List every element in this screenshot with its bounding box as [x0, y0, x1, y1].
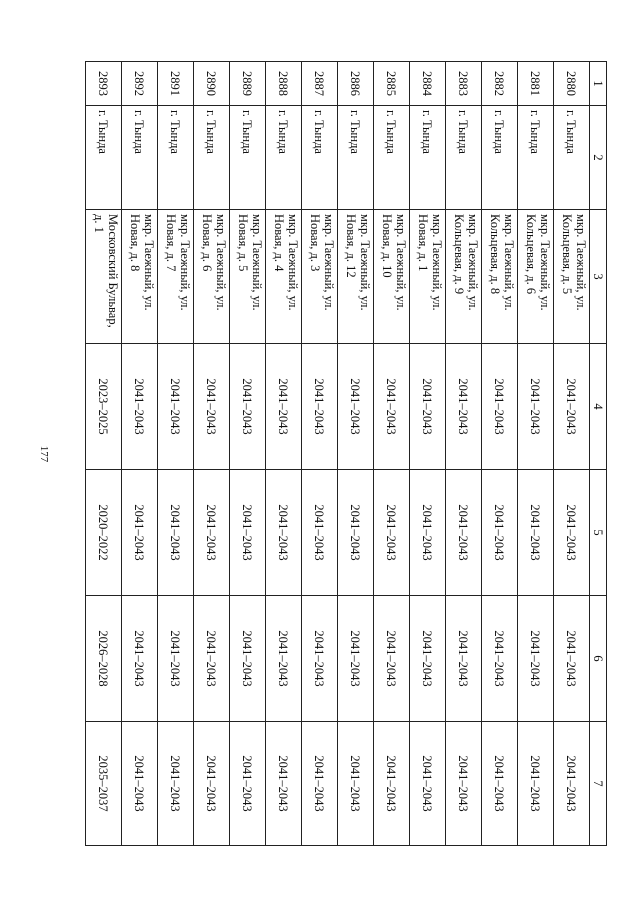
- row-col5-years: 2041–2043: [410, 470, 446, 596]
- row-col4-years: 2041–2043: [302, 344, 338, 470]
- page-number: 177: [38, 445, 50, 463]
- row-col5-years: 2041–2043: [266, 470, 302, 596]
- row-city: г. Тында: [194, 106, 230, 210]
- row-city: г. Тында: [338, 106, 374, 210]
- row-col5-years: 2041–2043: [374, 470, 410, 596]
- row-col4-years: 2041–2043: [230, 344, 266, 470]
- row-col6-years: 2041–2043: [302, 596, 338, 722]
- row-col6-years: 2041–2043: [266, 596, 302, 722]
- row-col7-years: 2041–2043: [410, 722, 446, 846]
- row-col4-years: 2023–2025: [86, 344, 122, 470]
- table-row: [230, 62, 266, 846]
- table-row: [266, 62, 302, 846]
- row-col5-years: 2020–2022: [86, 470, 122, 596]
- row-col6-years: 2041–2043: [338, 596, 374, 722]
- row-number: 2881: [518, 62, 554, 106]
- row-city: г. Тында: [374, 106, 410, 210]
- row-col4-years: 2041–2043: [266, 344, 302, 470]
- row-col4-years: 2041–2043: [482, 344, 518, 470]
- table-row: [338, 62, 374, 846]
- table-row: [410, 62, 446, 846]
- row-address: Московский Бульвар, д. 1: [86, 210, 122, 344]
- row-col5-years: 2041–2043: [554, 470, 590, 596]
- table-row: [158, 62, 194, 846]
- col-header-2: 2: [590, 106, 607, 210]
- row-col4-years: 2041–2043: [446, 344, 482, 470]
- header-row: [590, 62, 607, 846]
- row-col7-years: 2041–2043: [482, 722, 518, 846]
- row-col4-years: 2041–2043: [338, 344, 374, 470]
- table-row: [302, 62, 338, 846]
- row-address: мкр. Таежный, ул. Новая, д. 10: [374, 210, 410, 344]
- row-col4-years: 2041–2043: [410, 344, 446, 470]
- row-col6-years: 2041–2043: [122, 596, 158, 722]
- row-col7-years: 2041–2043: [554, 722, 590, 846]
- row-city: г. Тында: [158, 106, 194, 210]
- table-row: [374, 62, 410, 846]
- row-col6-years: 2041–2043: [230, 596, 266, 722]
- row-number: 2888: [266, 62, 302, 106]
- row-address: мкр. Таежный, ул. Кольцевая, д. 6: [518, 210, 554, 344]
- row-col7-years: 2041–2043: [194, 722, 230, 846]
- row-address: мкр. Таежный, ул. Новая, д. 5: [230, 210, 266, 344]
- row-col6-years: 2041–2043: [482, 596, 518, 722]
- table-row: [194, 62, 230, 846]
- row-city: г. Тында: [122, 106, 158, 210]
- row-col4-years: 2041–2043: [518, 344, 554, 470]
- row-col7-years: 2041–2043: [302, 722, 338, 846]
- row-address: мкр. Таежный, ул. Кольцевая, д. 5: [554, 210, 590, 344]
- row-col5-years: 2041–2043: [482, 470, 518, 596]
- row-col5-years: 2041–2043: [338, 470, 374, 596]
- row-col7-years: 2041–2043: [446, 722, 482, 846]
- row-col5-years: 2041–2043: [446, 470, 482, 596]
- row-address: мкр. Таежный, ул. Новая, д. 3: [302, 210, 338, 344]
- row-col6-years: 2026–2028: [86, 596, 122, 722]
- row-number: 2885: [374, 62, 410, 106]
- table-row: [122, 62, 158, 846]
- row-col4-years: 2041–2043: [122, 344, 158, 470]
- col-header-4: 4: [590, 344, 607, 470]
- row-col5-years: 2041–2043: [194, 470, 230, 596]
- row-col5-years: 2041–2043: [230, 470, 266, 596]
- row-address: мкр. Таежный, ул. Новая, д. 12: [338, 210, 374, 344]
- row-number: 2880: [554, 62, 590, 106]
- row-col7-years: 2041–2043: [230, 722, 266, 846]
- table-row: [446, 62, 482, 846]
- col-header-3: 3: [590, 210, 607, 344]
- row-col7-years: 2041–2043: [374, 722, 410, 846]
- row-col7-years: 2041–2043: [518, 722, 554, 846]
- row-col7-years: 2041–2043: [158, 722, 194, 846]
- row-col6-years: 2041–2043: [554, 596, 590, 722]
- row-city: г. Тында: [86, 106, 122, 210]
- schedule-table: [85, 61, 607, 846]
- row-number: 2882: [482, 62, 518, 106]
- row-col4-years: 2041–2043: [554, 344, 590, 470]
- row-col7-years: 2041–2043: [338, 722, 374, 846]
- rotated-table-wrapper: [93, 61, 607, 845]
- row-col6-years: 2041–2043: [374, 596, 410, 722]
- row-col4-years: 2041–2043: [374, 344, 410, 470]
- row-address: мкр. Таежный, ул. Новая, д. 8: [122, 210, 158, 344]
- row-city: г. Тында: [230, 106, 266, 210]
- row-number: 2887: [302, 62, 338, 106]
- row-address: мкр. Таежный, ул. Новая, д. 1: [410, 210, 446, 344]
- row-city: г. Тында: [446, 106, 482, 210]
- table-row: [554, 62, 590, 846]
- row-col5-years: 2041–2043: [122, 470, 158, 596]
- row-city: г. Тында: [410, 106, 446, 210]
- row-col5-years: 2041–2043: [158, 470, 194, 596]
- row-col6-years: 2041–2043: [446, 596, 482, 722]
- row-address: мкр. Таежный, ул. Новая, д. 6: [194, 210, 230, 344]
- col-header-5: 5: [590, 470, 607, 596]
- row-number: 2891: [158, 62, 194, 106]
- row-col7-years: 2041–2043: [266, 722, 302, 846]
- row-number: 2890: [194, 62, 230, 106]
- row-city: г. Тында: [518, 106, 554, 210]
- row-address: мкр. Таежный, ул. Новая, д. 4: [266, 210, 302, 344]
- row-city: г. Тында: [554, 106, 590, 210]
- row-col6-years: 2041–2043: [518, 596, 554, 722]
- row-col6-years: 2041–2043: [158, 596, 194, 722]
- row-address: мкр. Таежный, ул. Новая, д. 7: [158, 210, 194, 344]
- row-city: г. Тында: [482, 106, 518, 210]
- row-number: 2884: [410, 62, 446, 106]
- row-col6-years: 2041–2043: [194, 596, 230, 722]
- row-col4-years: 2041–2043: [158, 344, 194, 470]
- row-address: мкр. Таежный, ул. Кольцевая, д. 8: [482, 210, 518, 344]
- row-number: 2886: [338, 62, 374, 106]
- row-col7-years: 2041–2043: [122, 722, 158, 846]
- table-row: [482, 62, 518, 846]
- col-header-7: 7: [590, 722, 607, 846]
- row-number: 2892: [122, 62, 158, 106]
- col-header-1: 1: [590, 62, 607, 106]
- row-col7-years: 2035–2037: [86, 722, 122, 846]
- row-col6-years: 2041–2043: [410, 596, 446, 722]
- row-number: 2883: [446, 62, 482, 106]
- row-city: г. Тында: [302, 106, 338, 210]
- row-city: г. Тында: [266, 106, 302, 210]
- row-number: 2893: [86, 62, 122, 106]
- table-row: [518, 62, 554, 846]
- row-address: мкр. Таежный, ул. Кольцевая, д. 9: [446, 210, 482, 344]
- row-col5-years: 2041–2043: [518, 470, 554, 596]
- col-header-6: 6: [590, 596, 607, 722]
- row-col5-years: 2041–2043: [302, 470, 338, 596]
- table-row: [86, 62, 122, 846]
- row-col4-years: 2041–2043: [194, 344, 230, 470]
- row-number: 2889: [230, 62, 266, 106]
